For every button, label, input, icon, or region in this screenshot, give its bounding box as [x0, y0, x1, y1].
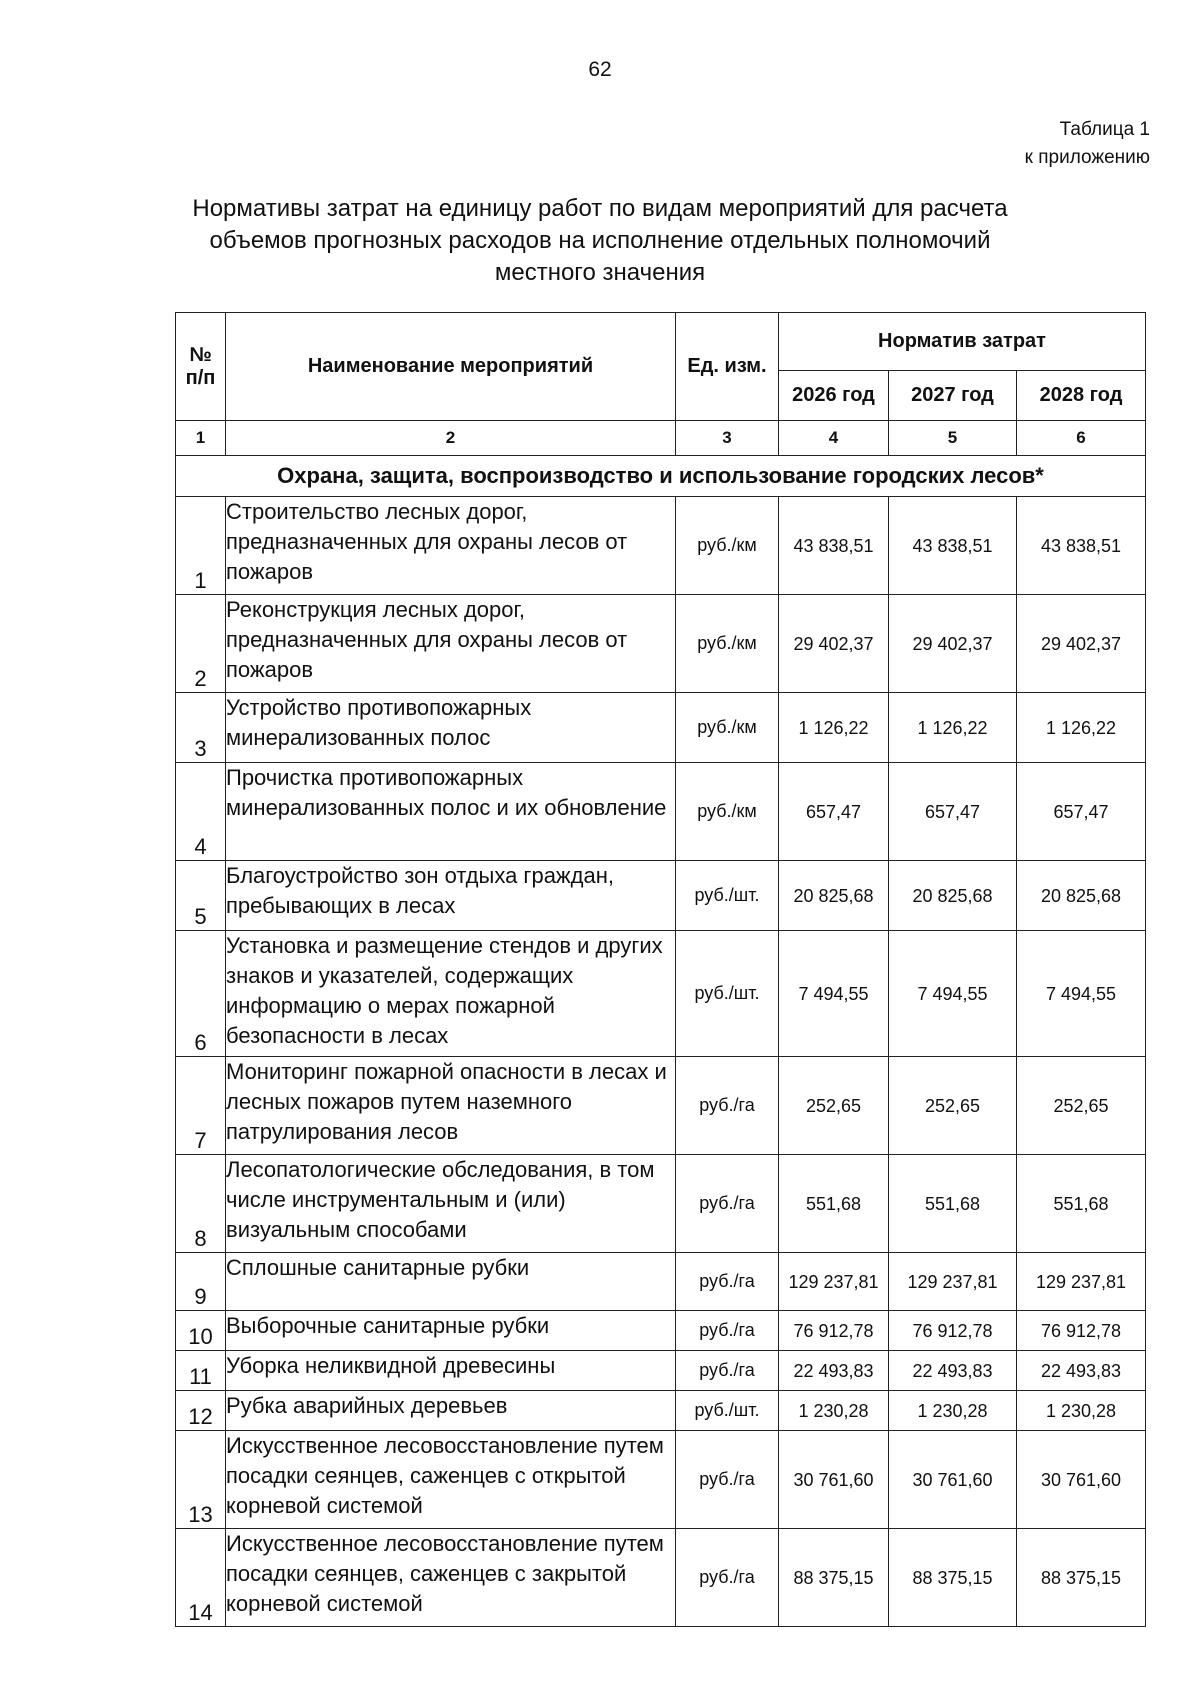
table-row: [176, 1253, 1146, 1311]
norms-table: [175, 312, 1146, 1627]
row-unit: руб./га: [676, 1057, 779, 1155]
row-value-2027: 551,68: [889, 1155, 1017, 1253]
table-row: [176, 861, 1146, 931]
row-value-2027: 88 375,15: [889, 1529, 1017, 1627]
row-name: Установка и размещение стендов и других знаков и указателей, содержащих информацию о мерах пожарной безопасности в лесах: [226, 931, 676, 1057]
row-value-2026: 1 230,28: [779, 1391, 889, 1431]
row-value-2026: 657,47: [779, 763, 889, 861]
row-unit: руб./км: [676, 497, 779, 595]
row-number: 5: [176, 861, 226, 931]
column-index: 2: [226, 421, 676, 456]
header-unit: Ед. изм.: [676, 313, 779, 421]
row-name: Искусственное лесовосстановление путем посадки сеянцев, саженцев с открытой корневой системой: [226, 1431, 676, 1529]
row-unit: руб./га: [676, 1351, 779, 1391]
row-name: Рубка аварийных деревьев: [226, 1391, 676, 1431]
row-unit: руб./км: [676, 693, 779, 763]
row-value-2027: 657,47: [889, 763, 1017, 861]
table-row: [176, 1311, 1146, 1351]
header-norm: Норматив затрат: [779, 313, 1146, 371]
row-value-2028: 43 838,51: [1017, 497, 1146, 595]
row-number: 8: [176, 1155, 226, 1253]
table-row: [176, 1155, 1146, 1253]
row-name: Искусственное лесовосстановление путем посадки сеянцев, саженцев с закрытой корневой системой: [226, 1529, 676, 1627]
table-caption-line2: к приложению: [1024, 147, 1150, 168]
row-value-2028: 29 402,37: [1017, 595, 1146, 693]
header-name: Наименование мероприятий: [226, 313, 676, 421]
row-number: 1: [176, 497, 226, 595]
row-value-2026: 1 126,22: [779, 693, 889, 763]
row-value-2027: 22 493,83: [889, 1351, 1017, 1391]
row-name: Лесопатологические обследования, в том числе инструментальным и (или) визуальным способами: [226, 1155, 676, 1253]
row-value-2026: 252,65: [779, 1057, 889, 1155]
row-number: 12: [176, 1391, 226, 1431]
row-value-2027: 1 230,28: [889, 1391, 1017, 1431]
row-value-2028: 129 237,81: [1017, 1253, 1146, 1311]
row-unit: руб./км: [676, 595, 779, 693]
row-name: Строительство лесных дорог, предназначенных для охраны лесов от пожаров: [226, 497, 676, 595]
row-value-2026: 129 237,81: [779, 1253, 889, 1311]
column-index: 6: [1017, 421, 1146, 456]
row-value-2028: 7 494,55: [1017, 931, 1146, 1057]
row-value-2028: 551,68: [1017, 1155, 1146, 1253]
column-index: 3: [676, 421, 779, 456]
row-name: Устройство противопожарных минерализованных полос: [226, 693, 676, 763]
row-number: 14: [176, 1529, 226, 1627]
row-unit: руб./га: [676, 1155, 779, 1253]
row-name: Мониторинг пожарной опасности в лесах и лесных пожаров путем наземного патрулирования лесов: [226, 1057, 676, 1155]
table-caption-line1: Таблица 1: [1059, 119, 1150, 140]
row-value-2026: 7 494,55: [779, 931, 889, 1057]
row-value-2027: 7 494,55: [889, 931, 1017, 1057]
row-value-2027: 129 237,81: [889, 1253, 1017, 1311]
row-value-2028: 30 761,60: [1017, 1431, 1146, 1529]
row-name: Реконструкция лесных дорог, предназначенных для охраны лесов от пожаров: [226, 595, 676, 693]
row-value-2028: 76 912,78: [1017, 1311, 1146, 1351]
row-value-2028: 1 230,28: [1017, 1391, 1146, 1431]
row-value-2026: 30 761,60: [779, 1431, 889, 1529]
column-index-row: [176, 421, 1146, 456]
row-value-2028: 1 126,22: [1017, 693, 1146, 763]
row-value-2026: 20 825,68: [779, 861, 889, 931]
row-number: 11: [176, 1351, 226, 1391]
header-num-line2: п/п: [185, 366, 216, 389]
table-row: [176, 1391, 1146, 1431]
table-row: [176, 1351, 1146, 1391]
row-value-2028: 252,65: [1017, 1057, 1146, 1155]
section-row: [176, 456, 1146, 497]
row-name: Благоустройство зон отдыха граждан, пребывающих в лесах: [226, 861, 676, 931]
row-value-2028: 657,47: [1017, 763, 1146, 861]
table-body: [176, 421, 1146, 1627]
row-name: Уборка неликвидной древесины: [226, 1351, 676, 1391]
row-value-2027: 1 126,22: [889, 693, 1017, 763]
table-row: [176, 693, 1146, 763]
row-value-2027: 30 761,60: [889, 1431, 1017, 1529]
row-value-2028: 20 825,68: [1017, 861, 1146, 931]
table-caption: [1025, 116, 1150, 172]
row-name: Выборочные санитарные рубки: [226, 1311, 676, 1351]
row-name: Сплошные санитарные рубки: [226, 1253, 676, 1311]
row-value-2028: 22 493,83: [1017, 1351, 1146, 1391]
row-value-2026: 29 402,37: [779, 595, 889, 693]
row-number: 4: [176, 763, 226, 861]
page-number: 62: [588, 58, 612, 81]
column-index: 5: [889, 421, 1017, 456]
table-row: [176, 497, 1146, 595]
row-number: 3: [176, 693, 226, 763]
row-value-2027: 43 838,51: [889, 497, 1017, 595]
row-unit: руб./га: [676, 1311, 779, 1351]
row-number: 13: [176, 1431, 226, 1529]
table-row: [176, 1529, 1146, 1627]
table-row: [176, 763, 1146, 861]
row-number: 2: [176, 595, 226, 693]
row-unit: руб./км: [676, 763, 779, 861]
section-title: Охрана, защита, воспроизводство и использование городских лесов*: [176, 456, 1146, 497]
row-number: 9: [176, 1253, 226, 1311]
row-unit: руб./га: [676, 1253, 779, 1311]
header-year-2028: 2028 год: [1017, 371, 1146, 421]
row-value-2026: 76 912,78: [779, 1311, 889, 1351]
row-unit: руб./шт.: [676, 1391, 779, 1431]
document-title-line3: местного значения: [494, 259, 706, 286]
document-title: [130, 193, 1070, 289]
row-unit: руб./шт.: [676, 861, 779, 931]
row-name: Прочистка противопожарных минерализованных полос и их обновление: [226, 763, 676, 861]
row-value-2026: 22 493,83: [779, 1351, 889, 1391]
column-index: 4: [779, 421, 889, 456]
row-value-2027: 76 912,78: [889, 1311, 1017, 1351]
row-value-2027: 29 402,37: [889, 595, 1017, 693]
header-num: [176, 313, 226, 421]
column-index: 1: [176, 421, 226, 456]
row-unit: руб./га: [676, 1529, 779, 1627]
row-value-2028: 88 375,15: [1017, 1529, 1146, 1627]
row-value-2026: 43 838,51: [779, 497, 889, 595]
document-title-line2: объемов прогнозных расходов на исполнение отдельных полномочий: [209, 227, 991, 254]
table-row: [176, 931, 1146, 1057]
row-number: 10: [176, 1311, 226, 1351]
header-year-2026: 2026 год: [779, 371, 889, 421]
document-title-line1: Нормативы затрат на единицу работ по видам мероприятий для расчета: [192, 195, 1008, 222]
row-value-2027: 20 825,68: [889, 861, 1017, 931]
row-number: 6: [176, 931, 226, 1057]
header-num-line1: №: [189, 343, 212, 366]
row-unit: руб./га: [676, 1431, 779, 1529]
row-unit: руб./шт.: [676, 931, 779, 1057]
row-value-2026: 551,68: [779, 1155, 889, 1253]
table-row: [176, 595, 1146, 693]
table-row: [176, 1431, 1146, 1529]
row-value-2026: 88 375,15: [779, 1529, 889, 1627]
header-year-2027: 2027 год: [889, 371, 1017, 421]
row-value-2027: 252,65: [889, 1057, 1017, 1155]
row-number: 7: [176, 1057, 226, 1155]
table-row: [176, 1057, 1146, 1155]
